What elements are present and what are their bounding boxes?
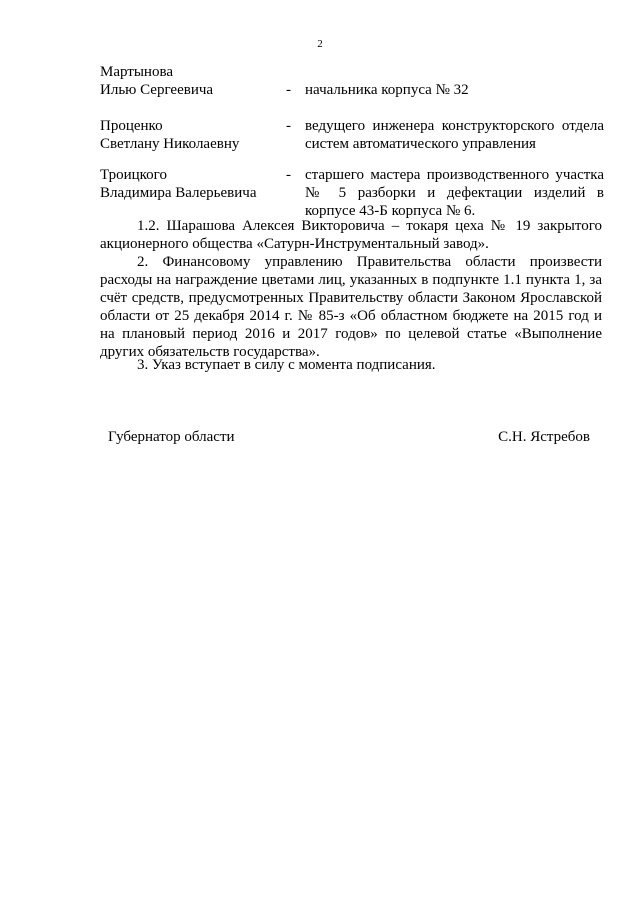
person-surname: Проценко <box>100 118 163 134</box>
award-entry <box>100 63 604 99</box>
page-number: 2 <box>317 38 323 50</box>
position-line: № 5 разборки и дефектации изделий в <box>305 185 604 201</box>
entry-dash: - <box>286 167 291 183</box>
person-given-names: Илью Сергеевича <box>100 82 214 98</box>
paragraph-line: 1.2. Шарашова Алексея Викторовича – токаря цеха № 19 закрытого <box>137 218 602 234</box>
paragraph-line: других обязательств государства». <box>100 344 320 360</box>
paragraph-2 <box>100 253 602 361</box>
person-name <box>100 63 280 99</box>
award-entry <box>100 166 604 220</box>
position-line: старшего мастера производственного участка <box>305 167 604 183</box>
award-entry <box>100 117 604 153</box>
position-line: начальника корпуса № 32 <box>305 82 469 98</box>
signatory-title: Губернатор области <box>108 429 235 445</box>
person-name <box>100 117 280 153</box>
person-surname: Мартынова <box>100 64 174 80</box>
paragraph-1-2 <box>100 217 602 253</box>
entry-dash: - <box>286 82 291 98</box>
person-position <box>305 117 604 153</box>
person-position <box>305 81 604 99</box>
paragraph-line: 3. Указ вступает в силу с момента подписания. <box>137 357 436 373</box>
entry-dash: - <box>286 118 291 134</box>
paragraph-line: расходы на награждение цветами лиц, указанных в подпункте 1.1 пункта 1, за <box>100 272 602 288</box>
paragraph-line: акционерного общества «Сатурн-Инструментальный завод». <box>100 236 489 252</box>
position-line: ведущего инженера конструкторского отдела <box>305 118 604 134</box>
person-given-names: Владимира Валерьевича <box>100 185 257 201</box>
person-position <box>305 166 604 220</box>
position-line: корпусе 43-Б корпуса № 6. <box>305 203 476 219</box>
paragraph-3 <box>100 356 602 374</box>
paragraph-line: 2. Финансовому управлению Правительства области произвести <box>137 254 602 270</box>
paragraph-line: на плановый период 2016 и 2017 годов» по целевой статье «Выполнение <box>100 326 602 342</box>
signatory-name: С.Н. Ястребов <box>498 429 590 445</box>
person-surname: Троицкого <box>100 167 167 183</box>
person-name <box>100 166 280 202</box>
paragraph-line: счёт средств, предусмотренных Правительству области Законом Ярославской <box>100 290 602 306</box>
position-line: систем автоматического управления <box>305 136 536 152</box>
paragraph-line: области от 25 декабря 2014 г. № 85-з «Об областном бюджете на 2015 год и <box>100 308 602 324</box>
person-given-names: Светлану Николаевну <box>100 136 240 152</box>
